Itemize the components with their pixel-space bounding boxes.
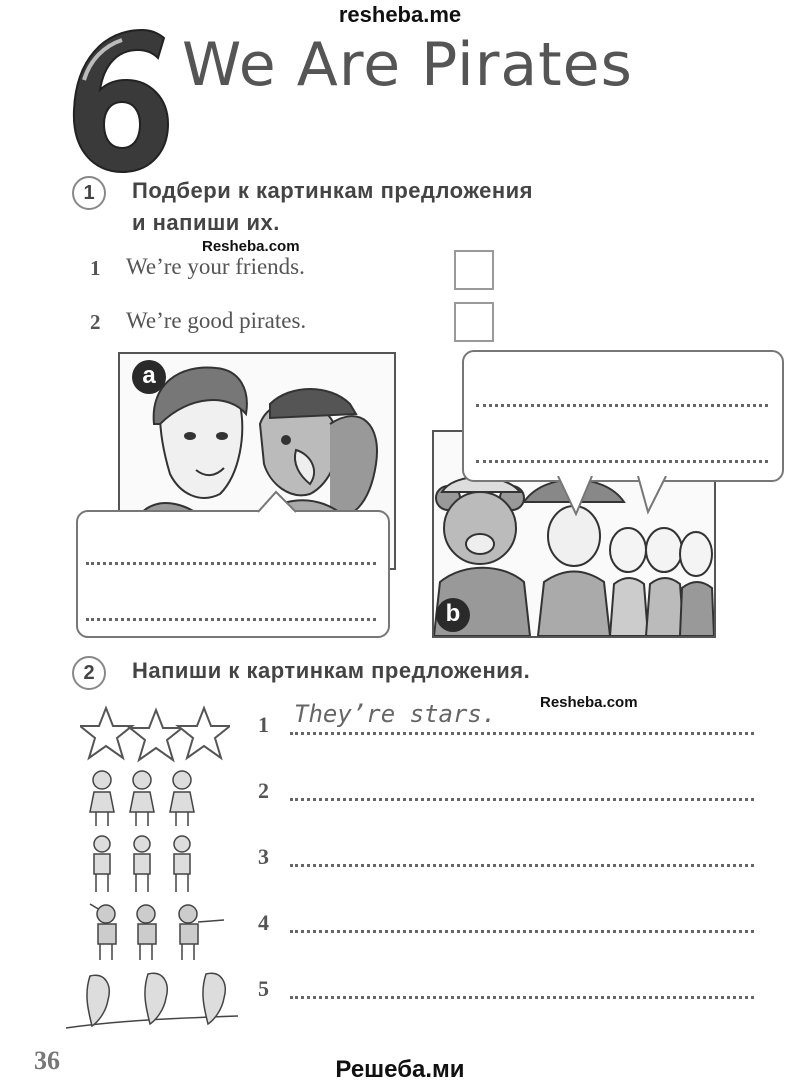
sentence-2-text: We’re good pirates.: [126, 308, 307, 333]
sentence-1-number: 1: [90, 256, 101, 280]
exercise-2-instruction: Напиши к картинкам предложения.: [132, 658, 531, 683]
watermark-mid-1: Resheba.com: [202, 238, 300, 255]
bubble-b-line-1[interactable]: [476, 404, 768, 407]
exercise-1-instruction-line2: и напиши их.: [132, 210, 280, 235]
girls-icon: [80, 768, 210, 830]
exercise-1-instruction-line1: Подбери к картинкам предложения: [132, 178, 534, 203]
page-number: 36: [34, 1046, 60, 1075]
row-5-line[interactable]: [290, 996, 754, 999]
sentence-2-answer-box[interactable]: [454, 302, 494, 342]
row-1-line[interactable]: [290, 732, 754, 735]
row-2-number: 2: [258, 778, 269, 803]
exercise-1-number: 1: [72, 176, 106, 210]
sentence-2-number: 2: [90, 310, 101, 334]
row-1-number: 1: [258, 712, 269, 737]
parrots-icon: [62, 966, 242, 1040]
boys-icon: [80, 834, 210, 896]
pirates-icon: [80, 900, 230, 964]
row-5-number: 5: [258, 976, 269, 1001]
row-3-line[interactable]: [290, 864, 754, 867]
row-4-line[interactable]: [290, 930, 754, 933]
picture-b-label: b: [436, 598, 470, 632]
picture-a-label: a: [132, 360, 166, 394]
sentence-1-text: We’re your friends.: [126, 254, 305, 279]
sentence-1-answer-box[interactable]: [454, 250, 494, 290]
watermark-bottom: Решеба.ми: [335, 1056, 465, 1083]
watermark-top: resheba.me: [338, 2, 462, 27]
bubble-a-line-2[interactable]: [86, 618, 376, 621]
unit-title: We Are Pirates: [182, 30, 633, 100]
speech-bubble-a-tail: [256, 490, 302, 514]
row-1-answer[interactable]: They’re stars.: [294, 700, 497, 728]
row-3-number: 3: [258, 844, 269, 869]
exercise-2-number: 2: [72, 656, 106, 690]
bubble-b-line-2[interactable]: [476, 460, 768, 463]
row-4-number: 4: [258, 910, 269, 935]
row-2-line[interactable]: [290, 798, 754, 801]
bubble-a-line-1[interactable]: [86, 562, 376, 565]
unit-number-six-shape: [74, 30, 168, 172]
unit-number-badge: [64, 20, 174, 180]
watermark-mid-2: Resheba.com: [540, 694, 638, 711]
stars-icon: [80, 700, 230, 764]
speech-bubble-b-tails: [556, 476, 676, 516]
